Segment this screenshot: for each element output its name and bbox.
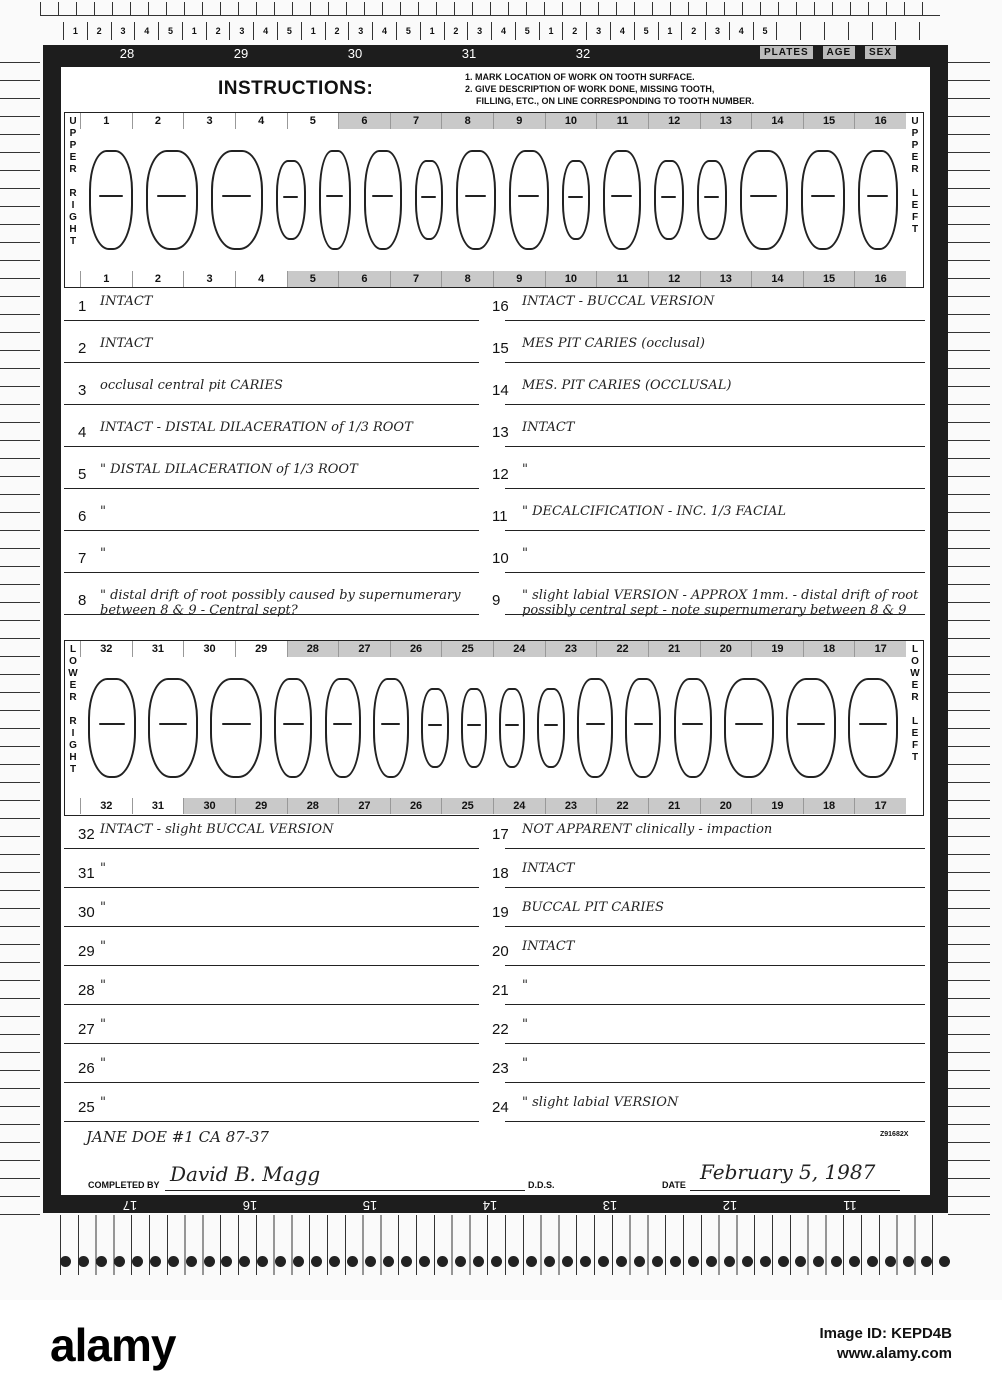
tooth-number: 12 — [648, 271, 700, 287]
tooth-number: 3 — [183, 113, 235, 129]
punch-hole — [329, 1256, 340, 1267]
note-line — [505, 1121, 925, 1122]
instruction-1: 1. MARK LOCATION OF WORK ON TOOTH SURFACE. — [465, 72, 695, 82]
tooth-outline — [373, 678, 409, 778]
upper-right-note-text: INTACT — [100, 294, 153, 309]
tooth-number: 30 — [183, 798, 235, 814]
top-tick-strip — [40, 2, 940, 16]
punch-hole — [132, 1256, 143, 1267]
dds-label: D.D.S. — [528, 1180, 555, 1190]
signature-line — [165, 1190, 525, 1191]
punch-hole — [508, 1256, 519, 1267]
alamy-logo: alamy — [50, 1319, 176, 1371]
tooth-number: 1 — [80, 113, 132, 129]
tooth-outline — [577, 678, 613, 778]
punch-hole — [742, 1256, 753, 1267]
tooth-number: 14 — [751, 271, 803, 287]
upper-right-note-number: 2 — [78, 340, 87, 357]
tooth-outline — [697, 160, 727, 240]
punch-hole — [885, 1256, 896, 1267]
lower-right-note-number: 28 — [78, 982, 95, 999]
tooth-number: 20 — [700, 798, 752, 814]
tooth-outline — [740, 150, 788, 250]
upper-left-note-text: MES. PIT CARIES (OCCLUSAL) — [522, 378, 732, 393]
note-line — [64, 488, 479, 489]
lower-left-note-number: 17 — [492, 826, 509, 843]
punch-hole — [221, 1256, 232, 1267]
lower-left-note-number: 20 — [492, 943, 509, 960]
upper-number-row-bottom — [80, 271, 906, 287]
upper-left-note-number: 13 — [492, 424, 509, 441]
lower-right-note-number: 30 — [78, 904, 95, 921]
site-url: www.alamy.com — [836, 1345, 952, 1362]
upper-right-note-number: 5 — [78, 466, 87, 483]
watermark-info — [819, 1324, 952, 1364]
note-line — [64, 446, 479, 447]
note-line — [64, 1043, 479, 1044]
lower-right-note-text: " — [100, 939, 106, 954]
instructions-title: INSTRUCTIONS: — [218, 78, 374, 99]
sex-label: SEX — [865, 46, 896, 59]
tooth-number: 9 — [493, 271, 545, 287]
punch-hole — [311, 1256, 322, 1267]
punch-hole — [473, 1256, 484, 1267]
tooth-outline — [654, 160, 684, 240]
punch-hole — [275, 1256, 286, 1267]
upper-left-note-text: " — [522, 462, 528, 477]
punch-hole — [867, 1256, 878, 1267]
lower-teeth — [82, 668, 904, 788]
tooth-number: 32 — [80, 641, 132, 657]
note-line — [64, 848, 479, 849]
punch-hole — [437, 1256, 448, 1267]
lower-left-note-number: 18 — [492, 865, 509, 882]
tooth-number: 3 — [183, 271, 235, 287]
punch-hole — [652, 1256, 663, 1267]
form-code: Z91682X — [880, 1131, 909, 1138]
tooth-number: 7 — [390, 271, 442, 287]
punch-hole — [257, 1256, 268, 1267]
plates-label: PLATES — [760, 46, 813, 59]
punch-hole — [634, 1256, 645, 1267]
punch-hole — [706, 1256, 717, 1267]
upper-left-note-text: INTACT — [522, 420, 575, 435]
upper-right-note-number: 8 — [78, 592, 87, 609]
upper-right-note-number: 3 — [78, 382, 87, 399]
note-line — [64, 320, 479, 321]
punch-hole — [96, 1256, 107, 1267]
bar-number: 12 — [722, 1198, 738, 1213]
note-line — [64, 965, 479, 966]
tooth-outline — [724, 678, 774, 778]
punch-hole — [670, 1256, 681, 1267]
punch-hole — [598, 1256, 609, 1267]
tooth-number: 14 — [751, 113, 803, 129]
punch-hole — [365, 1256, 376, 1267]
tooth-outline — [415, 160, 443, 240]
note-line — [64, 1082, 479, 1083]
lower-left-note-text: " — [522, 978, 528, 993]
tooth-outline — [364, 150, 402, 250]
punch-hole — [616, 1256, 627, 1267]
upper-right-note-number: 1 — [78, 298, 87, 315]
lower-left-note-number: 22 — [492, 1021, 509, 1038]
completed-by-label: COMPLETED BY — [88, 1180, 160, 1190]
bar-number: 30 — [347, 46, 363, 61]
note-line — [505, 1004, 925, 1005]
lower-left-note-text: " — [522, 1017, 528, 1032]
note-line — [64, 926, 479, 927]
punch-hole — [813, 1256, 824, 1267]
punch-hole — [939, 1256, 950, 1267]
tooth-number: 18 — [803, 798, 855, 814]
tooth-outline — [210, 678, 262, 778]
bar-number: 11 — [843, 1198, 857, 1213]
tooth-number: 27 — [338, 798, 390, 814]
tooth-number: 12 — [648, 113, 700, 129]
tooth-outline — [509, 150, 549, 250]
tooth-outline — [211, 150, 263, 250]
tooth-number: 26 — [390, 798, 442, 814]
upper-right-note-text: " distal drift of root possibly caused by supernumerary between 8 & 9 - Central sept? — [100, 588, 461, 618]
tooth-number: 6 — [338, 113, 390, 129]
punch-hole — [186, 1256, 197, 1267]
lower-left-note-number: 19 — [492, 904, 509, 921]
tooth-number: 10 — [545, 113, 597, 129]
tooth-outline — [456, 150, 496, 250]
left-punch-strip — [0, 45, 40, 1215]
bottom-punch-strip — [60, 1215, 950, 1275]
tooth-number: 31 — [132, 798, 184, 814]
tooth-number: 30 — [183, 641, 235, 657]
note-line — [505, 320, 925, 321]
punch-hole — [849, 1256, 860, 1267]
lower-left-note-number: 23 — [492, 1060, 509, 1077]
tooth-number: 6 — [338, 271, 390, 287]
lower-left-note-number: 24 — [492, 1099, 509, 1116]
punch-hole — [778, 1256, 789, 1267]
bar-number: 13 — [602, 1198, 618, 1213]
lower-left-note-text: BUCCAL PIT CARIES — [522, 900, 664, 915]
tooth-number: 1 — [80, 271, 132, 287]
tooth-outline — [858, 150, 898, 250]
tooth-number: 24 — [493, 641, 545, 657]
upper-right-note-text: " — [100, 504, 106, 519]
bar-number: 14 — [482, 1198, 498, 1213]
upper-right-note-text: " DISTAL DILACERATION of 1/3 ROOT — [100, 462, 358, 477]
tooth-number: 28 — [287, 798, 339, 814]
punch-hole — [526, 1256, 537, 1267]
punch-hole — [903, 1256, 914, 1267]
tooth-outline — [562, 160, 590, 240]
top-bar-numbers — [70, 46, 640, 61]
tooth-number: 16 — [854, 113, 906, 129]
upper-right-note-number: 4 — [78, 424, 87, 441]
upper-right-note-text: occlusal central pit CARIES — [100, 378, 283, 393]
bar-number: 15 — [362, 1198, 378, 1213]
upper-right-note-number: 7 — [78, 550, 87, 567]
bar-number: 28 — [119, 46, 135, 61]
bar-number: 31 — [461, 46, 477, 61]
tooth-outline — [89, 150, 133, 250]
note-line — [505, 488, 925, 489]
note-line — [64, 362, 479, 363]
instruction-2: 2. GIVE DESCRIPTION OF WORK DONE, MISSING TOOTH, — [465, 84, 715, 94]
tooth-number: 16 — [854, 271, 906, 287]
tooth-number: 21 — [648, 641, 700, 657]
tooth-outline — [325, 678, 361, 778]
bar-number: 29 — [233, 46, 249, 61]
lower-left-note-text: NOT APPARENT clinically - impaction — [522, 822, 773, 837]
tooth-number: 32 — [80, 798, 132, 814]
lower-right-note-text: INTACT - slight BUCCAL VERSION — [100, 822, 334, 837]
note-line — [64, 572, 479, 573]
note-line — [64, 404, 479, 405]
upper-left-note-number: 16 — [492, 298, 509, 315]
image-id: Image ID: KEPD4B — [819, 1325, 952, 1342]
lower-right-note-number: 26 — [78, 1060, 95, 1077]
tooth-number: 27 — [338, 641, 390, 657]
lower-right-note-text: " — [100, 861, 106, 876]
lower-right-label: L O W E R R I G H T — [68, 644, 78, 775]
tooth-number: 17 — [854, 641, 906, 657]
lower-right-note-number: 25 — [78, 1099, 95, 1116]
tooth-number: 8 — [441, 113, 493, 129]
note-line — [505, 1082, 925, 1083]
punch-hole — [78, 1256, 89, 1267]
top-number-strip: 1 2 3 4 5 1 2 3 4 5 1 2 3 4 5 1 2 3 4 5 1 2 3 4 5 1 2 3 4 5 — [63, 22, 943, 40]
upper-left-note-text: MES PIT CARIES (occlusal) — [522, 336, 705, 351]
tooth-outline — [625, 678, 661, 778]
lower-number-row — [80, 641, 906, 657]
note-line — [64, 530, 479, 531]
instructions-list — [465, 71, 754, 107]
lower-right-note-number: 32 — [78, 826, 95, 843]
lower-left-note-text: " — [522, 1056, 528, 1071]
punch-hole — [544, 1256, 555, 1267]
lower-right-note-text: " — [100, 1017, 106, 1032]
punch-hole — [760, 1256, 771, 1267]
tooth-outline — [148, 678, 198, 778]
punch-hole — [831, 1256, 842, 1267]
tooth-number: 8 — [441, 271, 493, 287]
age-label: AGE — [823, 46, 856, 59]
upper-left-note-text: INTACT - BUCCAL VERSION — [522, 294, 715, 309]
tooth-number: 11 — [596, 271, 648, 287]
punch-hole — [491, 1256, 502, 1267]
tooth-number: 23 — [545, 798, 597, 814]
tooth-number: 13 — [700, 271, 752, 287]
bar-number: 32 — [575, 46, 591, 61]
punch-hole — [383, 1256, 394, 1267]
tooth-number: 25 — [441, 641, 493, 657]
tooth-number: 17 — [854, 798, 906, 814]
lower-right-note-text: " — [100, 978, 106, 993]
lower-right-note-number: 27 — [78, 1021, 95, 1038]
punch-hole — [347, 1256, 358, 1267]
tooth-number: 2 — [132, 113, 184, 129]
date-label: DATE — [662, 1180, 686, 1190]
punch-hole — [580, 1256, 591, 1267]
tooth-outline — [674, 678, 712, 778]
punch-hole — [455, 1256, 466, 1267]
tooth-number: 7 — [390, 113, 442, 129]
patient-id: JANE DOE #1 CA 87-37 — [86, 1128, 269, 1146]
note-line — [505, 572, 925, 573]
punch-hole — [204, 1256, 215, 1267]
date-value: February 5, 1987 — [700, 1160, 876, 1184]
lower-right-note-text: " — [100, 1095, 106, 1110]
punch-hole — [688, 1256, 699, 1267]
upper-left-label: U P P E R L E F T — [911, 116, 919, 235]
tooth-outline — [461, 688, 487, 768]
tooth-number: 23 — [545, 641, 597, 657]
tooth-number: 10 — [545, 271, 597, 287]
bar-number: 16 — [242, 1198, 258, 1213]
upper-left-note-text: " DECALCIFICATION - INC. 1/3 FACIAL — [522, 504, 787, 519]
punch-hole — [401, 1256, 412, 1267]
tooth-number: 26 — [390, 641, 442, 657]
punch-hole — [293, 1256, 304, 1267]
tooth-outline — [88, 678, 136, 778]
tooth-number: 22 — [596, 641, 648, 657]
tooth-number: 2 — [132, 271, 184, 287]
punch-hole — [562, 1256, 573, 1267]
lower-right-note-number: 29 — [78, 943, 95, 960]
note-line — [505, 965, 925, 966]
tooth-number: 5 — [287, 113, 339, 129]
lower-left-note-text: INTACT — [522, 939, 575, 954]
note-line — [64, 887, 479, 888]
tooth-number: 5 — [287, 271, 339, 287]
punch-hole — [795, 1256, 806, 1267]
tooth-number: 22 — [596, 798, 648, 814]
note-line — [505, 446, 925, 447]
tooth-number: 15 — [803, 113, 855, 129]
tooth-outline — [146, 150, 198, 250]
tooth-number: 11 — [596, 113, 648, 129]
right-punch-strip — [948, 45, 990, 1215]
note-line — [505, 530, 925, 531]
lower-right-note-text: " — [100, 900, 106, 915]
tooth-outline — [848, 678, 898, 778]
tooth-number: 9 — [493, 113, 545, 129]
tooth-number: 29 — [235, 641, 287, 657]
upper-left-note-number: 11 — [492, 508, 508, 525]
punch-hole — [419, 1256, 430, 1267]
upper-left-note-number: 10 — [492, 550, 509, 567]
upper-right-note-text: " — [100, 546, 106, 561]
tooth-outline — [786, 678, 836, 778]
tooth-number: 4 — [235, 271, 287, 287]
note-line — [505, 926, 925, 927]
tooth-number: 31 — [132, 641, 184, 657]
tooth-number: 29 — [235, 798, 287, 814]
lower-left-label: L O W E R L E F T — [910, 644, 920, 763]
upper-right-note-text: INTACT - DISTAL DILACERATION of 1/3 ROOT — [100, 420, 413, 435]
punch-hole — [150, 1256, 161, 1267]
date-line — [690, 1190, 900, 1191]
note-line — [64, 1004, 479, 1005]
upper-right-label: U P P E R R I G H T — [69, 116, 77, 247]
tooth-number: 21 — [648, 798, 700, 814]
note-line — [64, 1121, 479, 1122]
tooth-number: 13 — [700, 113, 752, 129]
punch-hole — [239, 1256, 250, 1267]
lower-left-note-number: 21 — [492, 982, 509, 999]
note-line — [505, 1043, 925, 1044]
tooth-number: 24 — [493, 798, 545, 814]
watermark-bar — [0, 1300, 1002, 1390]
lower-right-note-number: 31 — [78, 865, 95, 882]
upper-left-note-number: 9 — [492, 592, 501, 609]
upper-left-note-text: " slight labial VERSION - APPROX 1mm. - distal drift of root possibly central sept - note supernumerary between 8 & 9 — [522, 588, 919, 618]
upper-left-note-number: 12 — [492, 466, 509, 483]
tooth-number: 19 — [751, 798, 803, 814]
upper-left-note-number: 15 — [492, 340, 509, 357]
punch-hole — [921, 1256, 932, 1267]
tooth-number: 19 — [751, 641, 803, 657]
note-line — [505, 362, 925, 363]
punch-hole — [168, 1256, 179, 1267]
upper-left-note-number: 14 — [492, 382, 509, 399]
note-line — [505, 887, 925, 888]
tooth-outline — [603, 150, 641, 250]
upper-left-note-text: " — [522, 546, 528, 561]
tooth-number: 4 — [235, 113, 287, 129]
bar-number: 17 — [122, 1198, 138, 1213]
bottom-bar-numbers — [70, 1198, 910, 1213]
tooth-number: 25 — [441, 798, 493, 814]
tooth-outline — [537, 688, 565, 768]
lower-left-note-text: " slight labial VERSION — [522, 1095, 679, 1110]
punch-hole — [60, 1256, 71, 1267]
tooth-number: 20 — [700, 641, 752, 657]
lower-number-row-bottom — [80, 798, 906, 814]
upper-number-row — [80, 113, 906, 129]
tooth-outline — [421, 688, 449, 768]
instruction-2b: FILLING, ETC., ON LINE CORRESPONDING TO TOOTH NUMBER. — [476, 96, 755, 106]
tooth-outline — [276, 160, 306, 240]
upper-right-note-text: INTACT — [100, 336, 153, 351]
tooth-outline — [274, 678, 312, 778]
note-line — [505, 848, 925, 849]
signature: David B. Magg — [170, 1162, 321, 1186]
upper-teeth — [82, 140, 904, 260]
punch-hole — [724, 1256, 735, 1267]
plates-age-sex — [760, 47, 902, 58]
punch-hole — [114, 1256, 125, 1267]
lower-left-note-text: INTACT — [522, 861, 575, 876]
tooth-outline — [319, 150, 351, 250]
upper-right-note-number: 6 — [78, 508, 87, 525]
tooth-number: 15 — [803, 271, 855, 287]
note-line — [505, 404, 925, 405]
tooth-outline — [801, 150, 845, 250]
tooth-number: 28 — [287, 641, 339, 657]
tooth-number: 18 — [803, 641, 855, 657]
lower-right-note-text: " — [100, 1056, 106, 1071]
tooth-outline — [499, 688, 525, 768]
